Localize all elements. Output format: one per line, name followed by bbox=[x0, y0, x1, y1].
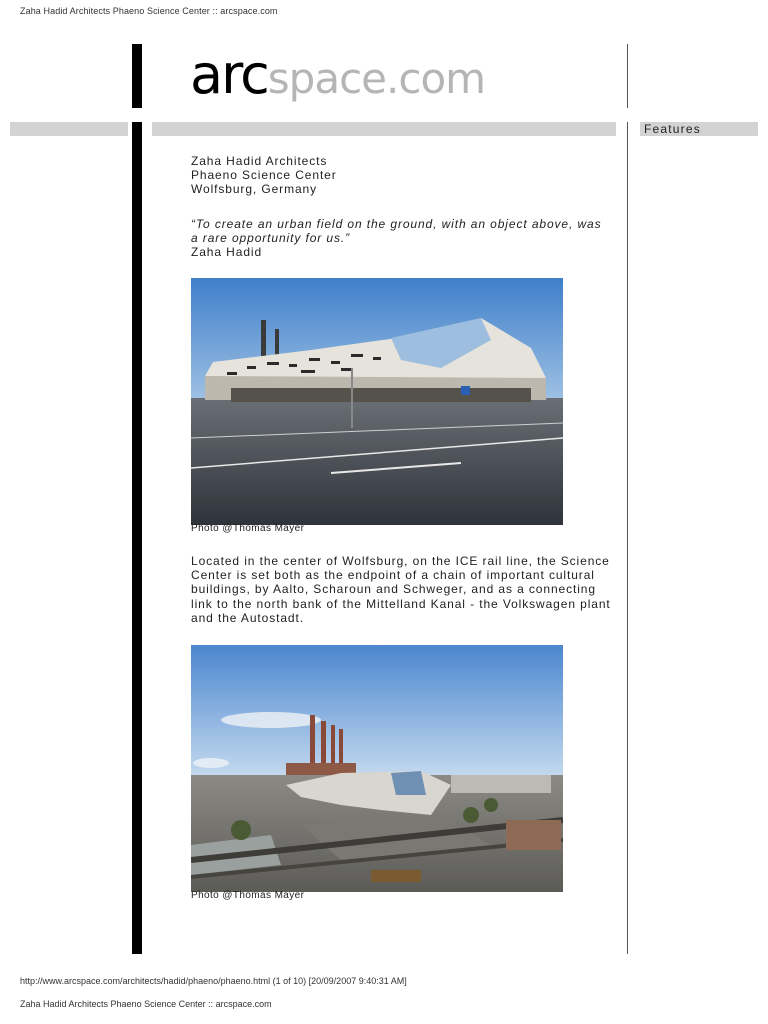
article-header bbox=[191, 154, 611, 259]
quote-author: Zaha Hadid bbox=[191, 245, 263, 260]
logo-arc-text: arc bbox=[190, 43, 268, 106]
quote-text: “To create an urban field on the ground, with an object above, was a rare opportunity for us.” bbox=[191, 216, 602, 245]
right-divider bbox=[627, 122, 628, 954]
project-name: Phaeno Science Center bbox=[191, 168, 337, 183]
photo-phaeno-street-view bbox=[191, 278, 563, 525]
right-divider-top bbox=[627, 44, 628, 108]
print-footer-url: http://www.arcspace.com/architects/hadid/phaeno/phaeno.html (1 of 10) [20/09/2007 9:40:31 AM] bbox=[20, 976, 407, 986]
photo-phaeno-aerial-view bbox=[191, 645, 563, 892]
features-link[interactable]: Features bbox=[640, 122, 758, 136]
photo1-caption: Photo @Thomas Mayer bbox=[191, 523, 305, 534]
photo2-caption: Photo @Thomas Mayer bbox=[191, 890, 305, 901]
site-logo[interactable] bbox=[190, 43, 486, 108]
article-body: Located in the center of Wolfsburg, on the ICE rail line, the Science Center is set both as the endpoint of a chain of important cultural buildings, by Aalto, Scharoun and Schweger, and as a connecting link to the north bank of the Mittelland Kanal - the Volkswagen plant and the Autostadt. bbox=[191, 554, 611, 625]
logo-space-text: space.com bbox=[267, 54, 486, 103]
print-footer-title: Zaha Hadid Architects Phaeno Science Center :: arcspace.com bbox=[20, 999, 272, 1009]
left-accent-bar-long bbox=[132, 122, 142, 954]
left-nav-band bbox=[10, 122, 128, 136]
left-accent-bar bbox=[132, 44, 142, 108]
project-location: Wolfsburg, Germany bbox=[191, 182, 318, 197]
main-header-band bbox=[152, 122, 616, 136]
architect-name: Zaha Hadid Architects bbox=[191, 154, 328, 168]
quote-block bbox=[191, 217, 611, 260]
print-header-title: Zaha Hadid Architects Phaeno Science Center :: arcspace.com bbox=[20, 6, 278, 16]
